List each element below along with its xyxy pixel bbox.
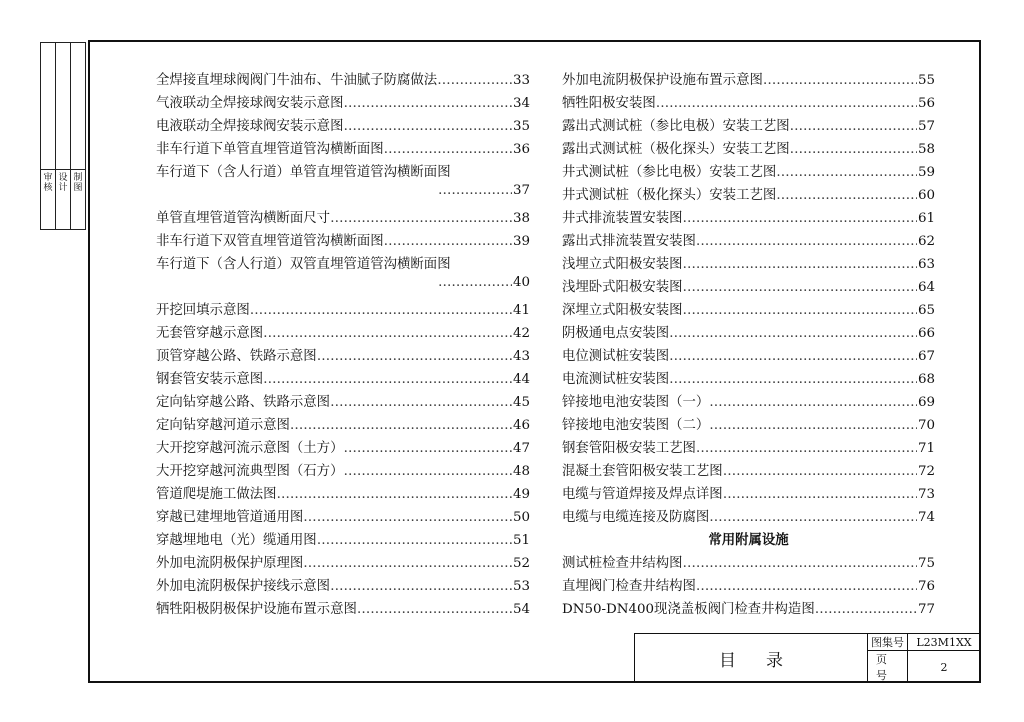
toc-entry — [156, 69, 530, 92]
atlas-no: L23M1XX — [908, 634, 980, 651]
toc-entry-title: 钢套管安装示意图 — [156, 372, 264, 387]
toc-entry — [562, 391, 935, 414]
toc-entry-page: 77 — [917, 602, 935, 617]
toc-entry — [562, 414, 935, 437]
toc-entry-title: 定向钻穿越河道示意图 — [156, 418, 290, 433]
toc-entry-continuation — [156, 183, 530, 207]
toc-leader-dots — [696, 234, 917, 249]
toc-entry-title: 气液联动全焊接球阀安装示意图 — [156, 96, 344, 111]
toc-entry-title: 外加电流阴极保护接线示意图 — [156, 579, 331, 594]
toc-entry — [562, 345, 935, 368]
toc-entry-page: 61 — [917, 211, 935, 226]
toc-entry-title: 无套管穿越示意图 — [156, 326, 264, 341]
toc-entry-title: 井式测试桩（极化探头）安装工艺图 — [562, 188, 777, 203]
toc-entry-page: 55 — [917, 73, 935, 88]
toc-entry-title: 浅埋立式阳极安装图 — [562, 257, 683, 272]
toc-leader-dots — [330, 395, 512, 410]
atlas-no-label: 图集号 — [868, 634, 908, 651]
toc-entry — [156, 460, 530, 483]
toc-entry — [562, 460, 935, 483]
toc-entry — [156, 207, 530, 230]
toc-leader-dots — [303, 510, 512, 525]
toc-entry — [562, 207, 935, 230]
toc-entry — [156, 92, 530, 115]
toc-entry-title: 锌接地电池安装图（二） — [562, 418, 710, 433]
toc-leader-dots — [669, 349, 917, 364]
toc-leader-dots — [438, 275, 512, 290]
toc-leader-dots — [263, 372, 512, 387]
toc-entry-page: 40 — [512, 275, 530, 290]
toc-entry-title: 外加电流阴极保护原理图 — [156, 556, 304, 571]
toc-leader-dots — [683, 257, 917, 272]
toc-entry — [156, 253, 530, 275]
toc-leader-dots — [343, 96, 511, 111]
toc-entry-page: 34 — [512, 96, 530, 111]
toc-leader-dots — [723, 464, 917, 479]
toc-entry-title: 车行道下（含人行道）双管直埋管道管沟横断面图 — [156, 257, 451, 272]
toc-entry — [562, 483, 935, 506]
toc-entry-page: 68 — [917, 372, 935, 387]
toc-entry — [156, 552, 530, 575]
strip-cell-design: 设计 — [58, 173, 68, 193]
toc-entry — [156, 368, 530, 391]
toc-entry-title: 阴极通电点安装图 — [562, 326, 670, 341]
toc-entry-page: 43 — [512, 349, 530, 364]
toc-entry-page: 58 — [917, 142, 935, 157]
toc-entry-page: 57 — [917, 119, 935, 134]
toc-entry — [156, 483, 530, 506]
toc-entry-title: 露出式排流装置安装图 — [562, 234, 696, 249]
toc-entry-page: 45 — [512, 395, 530, 410]
toc-entry-page: 66 — [917, 326, 935, 341]
toc-leader-dots — [250, 303, 512, 318]
drawing-frame — [88, 40, 981, 683]
title-block-title: 目录 — [635, 634, 868, 682]
toc-entry-page: 50 — [512, 510, 530, 525]
page-no: 2 — [940, 660, 948, 674]
toc-entry — [562, 437, 935, 460]
toc-entry-page: 41 — [512, 303, 530, 318]
toc-left-column — [156, 69, 530, 621]
toc-entry-title: 测试桩检查井结构图 — [562, 556, 683, 571]
toc-entry-title: 电缆与管道焊接及焊点详图 — [562, 487, 723, 502]
toc-entry-title: 深埋立式阳极安装图 — [562, 303, 683, 318]
toc-entry — [156, 506, 530, 529]
toc-entry-page: 73 — [917, 487, 935, 502]
toc-entry — [156, 414, 530, 437]
toc-leader-dots — [343, 441, 511, 456]
toc-entry-page: 49 — [512, 487, 530, 502]
toc-leader-dots — [357, 602, 512, 617]
toc-entry-page: 47 — [512, 441, 530, 456]
toc-entry-page: 56 — [917, 96, 935, 111]
toc-entry — [562, 115, 935, 138]
toc-entry-page: 72 — [917, 464, 935, 479]
toc-entry-title: 混凝土套管阳极安装工艺图 — [562, 464, 723, 479]
toc-entry-page: 65 — [917, 303, 935, 318]
toc-entry-page: 59 — [917, 165, 935, 180]
toc-leader-dots — [709, 395, 917, 410]
toc-entry-title: 锌接地电池安装图（一） — [562, 395, 710, 410]
toc-entry-page: 48 — [512, 464, 530, 479]
toc-entry-title: 顶管穿越公路、铁路示意图 — [156, 349, 317, 364]
toc-leader-dots — [277, 487, 512, 502]
toc-entry-page: 35 — [512, 119, 530, 134]
toc-entry-title: 牺牲阳极安装图 — [562, 96, 656, 111]
toc-entry-page: 38 — [512, 211, 530, 226]
section-heading: 常用附属设施 — [708, 533, 789, 548]
binding-strip — [40, 42, 86, 230]
toc-leader-dots — [696, 579, 917, 594]
toc-entry — [156, 299, 530, 322]
toc-entry — [156, 391, 530, 414]
toc-leader-dots — [683, 211, 917, 226]
toc-entry — [562, 322, 935, 345]
strip-cell-review: 审核 — [43, 173, 53, 193]
toc-leader-dots — [343, 464, 511, 479]
toc-leader-dots — [330, 211, 512, 226]
toc-entry-title: 非车行道下双管直埋管道管沟横断面图 — [156, 234, 384, 249]
toc-entry-page: 33 — [512, 73, 530, 88]
toc-entry-title: 直埋阀门检查井结构图 — [562, 579, 696, 594]
toc-entry — [562, 69, 935, 92]
toc-entry-page: 44 — [512, 372, 530, 387]
toc-entry-page: 60 — [917, 188, 935, 203]
toc-leader-dots — [790, 142, 917, 157]
toc-entry-page: 70 — [917, 418, 935, 433]
toc-entry — [562, 230, 935, 253]
toc-leader-dots — [303, 556, 512, 571]
toc-leader-dots — [790, 119, 917, 134]
toc-leader-dots — [317, 349, 512, 364]
toc-leader-dots — [776, 188, 917, 203]
toc-entry-page: 64 — [917, 280, 935, 295]
toc-entry-page: 46 — [512, 418, 530, 433]
toc-entry — [156, 575, 530, 598]
toc-entry-page: 52 — [512, 556, 530, 571]
strip-cell-drawing: 制图 — [73, 173, 83, 193]
toc-entry-title: 大开挖穿越河流典型图（石方） — [156, 464, 344, 479]
toc-entry — [562, 552, 935, 575]
toc-entry — [156, 437, 530, 460]
toc-entry — [562, 253, 935, 276]
toc-entry-title: 电缆与电缆连接及防腐图 — [562, 510, 710, 525]
toc-entry-page: 63 — [917, 257, 935, 272]
toc-entry — [156, 161, 530, 183]
toc-leader-dots — [709, 418, 917, 433]
toc-entry-title: 单管直埋管道管沟横断面尺寸 — [156, 211, 331, 226]
toc-entry — [562, 138, 935, 161]
toc-entry — [156, 345, 530, 368]
toc-leader-dots — [815, 602, 917, 617]
toc-entry — [562, 575, 935, 598]
toc-entry-page: 69 — [917, 395, 935, 410]
toc-leader-dots — [384, 234, 512, 249]
toc-leader-dots — [317, 533, 512, 548]
toc-entry-page: 75 — [917, 556, 935, 571]
toc-entry-title: 钢套管阳极安装工艺图 — [562, 441, 696, 456]
toc-entry-continuation — [156, 275, 530, 299]
toc-entry-title: 车行道下（含人行道）单管直埋管道管沟横断面图 — [156, 165, 451, 180]
toc-leader-dots — [683, 556, 917, 571]
toc-right-column — [562, 69, 935, 621]
toc-entry — [562, 368, 935, 391]
toc-entry-title: 井式测试桩（参比电极）安装工艺图 — [562, 165, 777, 180]
toc-entry-title: 外加电流阴极保护设施布置示意图 — [562, 73, 763, 88]
toc-entry-page: 37 — [512, 183, 530, 198]
toc-leader-dots — [290, 418, 512, 433]
toc-leader-dots — [709, 510, 917, 525]
toc-entry-page: 76 — [917, 579, 935, 594]
toc-entry-title: 穿越埋地电（光）缆通用图 — [156, 533, 317, 548]
toc-leader-dots — [723, 487, 917, 502]
toc-leader-dots — [683, 280, 917, 295]
toc-entry-title: 开挖回填示意图 — [156, 303, 250, 318]
toc-entry-title: 露出式测试桩（极化探头）安装工艺图 — [562, 142, 790, 157]
toc-entry-page: 54 — [512, 602, 530, 617]
toc-entry — [562, 92, 935, 115]
toc-entry-page: 71 — [917, 441, 935, 456]
toc-entry — [562, 184, 935, 207]
toc-entry — [156, 598, 530, 621]
toc-entry-page: 62 — [917, 234, 935, 249]
toc-entry — [562, 161, 935, 184]
toc-leader-dots — [330, 579, 512, 594]
toc-entry — [562, 299, 935, 322]
toc-leader-dots — [438, 183, 512, 198]
toc-entry-title: 浅埋卧式阳极安装图 — [562, 280, 683, 295]
toc-entry-page: 74 — [917, 510, 935, 525]
toc-entry-title: 井式排流装置安装图 — [562, 211, 683, 226]
toc-leader-dots — [384, 142, 512, 157]
toc-entry-page: 67 — [917, 349, 935, 364]
toc-entry-title: 全焊接直埋球阀阀门牛油布、牛油腻子防腐做法 — [156, 73, 438, 88]
toc-entry — [562, 276, 935, 299]
toc-entry — [156, 115, 530, 138]
toc-leader-dots — [343, 119, 511, 134]
toc-entry-page: 36 — [512, 142, 530, 157]
toc-entry-page: 51 — [512, 533, 530, 548]
toc-leader-dots — [776, 165, 917, 180]
toc-entry-title: 非车行道下单管直埋管道管沟横断面图 — [156, 142, 384, 157]
toc-leader-dots — [763, 73, 917, 88]
toc-entry — [156, 322, 530, 345]
toc-leader-dots — [437, 73, 512, 88]
toc-entry-title: 穿越已建埋地管道通用图 — [156, 510, 304, 525]
title-block — [634, 633, 981, 683]
toc-entry-page: 53 — [512, 579, 530, 594]
toc-entry-page: 42 — [512, 326, 530, 341]
toc-entry-title: DN50-DN400现浇盖板阀门检查井构造图 — [562, 602, 815, 617]
toc-leader-dots — [656, 96, 917, 111]
toc-entry — [562, 506, 935, 529]
toc-entry-title: 电流测试桩安装图 — [562, 372, 670, 387]
toc-entry-page: 39 — [512, 234, 530, 249]
toc-entry-title: 定向钻穿越公路、铁路示意图 — [156, 395, 331, 410]
toc-entry-title: 电位测试桩安装图 — [562, 349, 670, 364]
toc-entry — [562, 598, 935, 621]
toc-leader-dots — [669, 372, 917, 387]
toc-leader-dots — [263, 326, 512, 341]
toc-entry-title: 露出式测试桩（参比电极）安装工艺图 — [562, 119, 790, 134]
toc-leader-dots — [696, 441, 917, 456]
toc-leader-dots — [669, 326, 917, 341]
toc-entry-title: 管道爬堤施工做法图 — [156, 487, 277, 502]
toc-leader-dots — [683, 303, 917, 318]
toc-entry — [156, 529, 530, 552]
page-no-label: 页号 — [868, 651, 908, 683]
toc-entry — [156, 230, 530, 253]
toc-entry-title: 电液联动全焊接球阀安装示意图 — [156, 119, 344, 134]
toc-entry-title: 牺牲阳极阴极保护设施布置示意图 — [156, 602, 357, 617]
toc-entry — [156, 138, 530, 161]
toc-entry-title: 大开挖穿越河流示意图（土方） — [156, 441, 344, 456]
